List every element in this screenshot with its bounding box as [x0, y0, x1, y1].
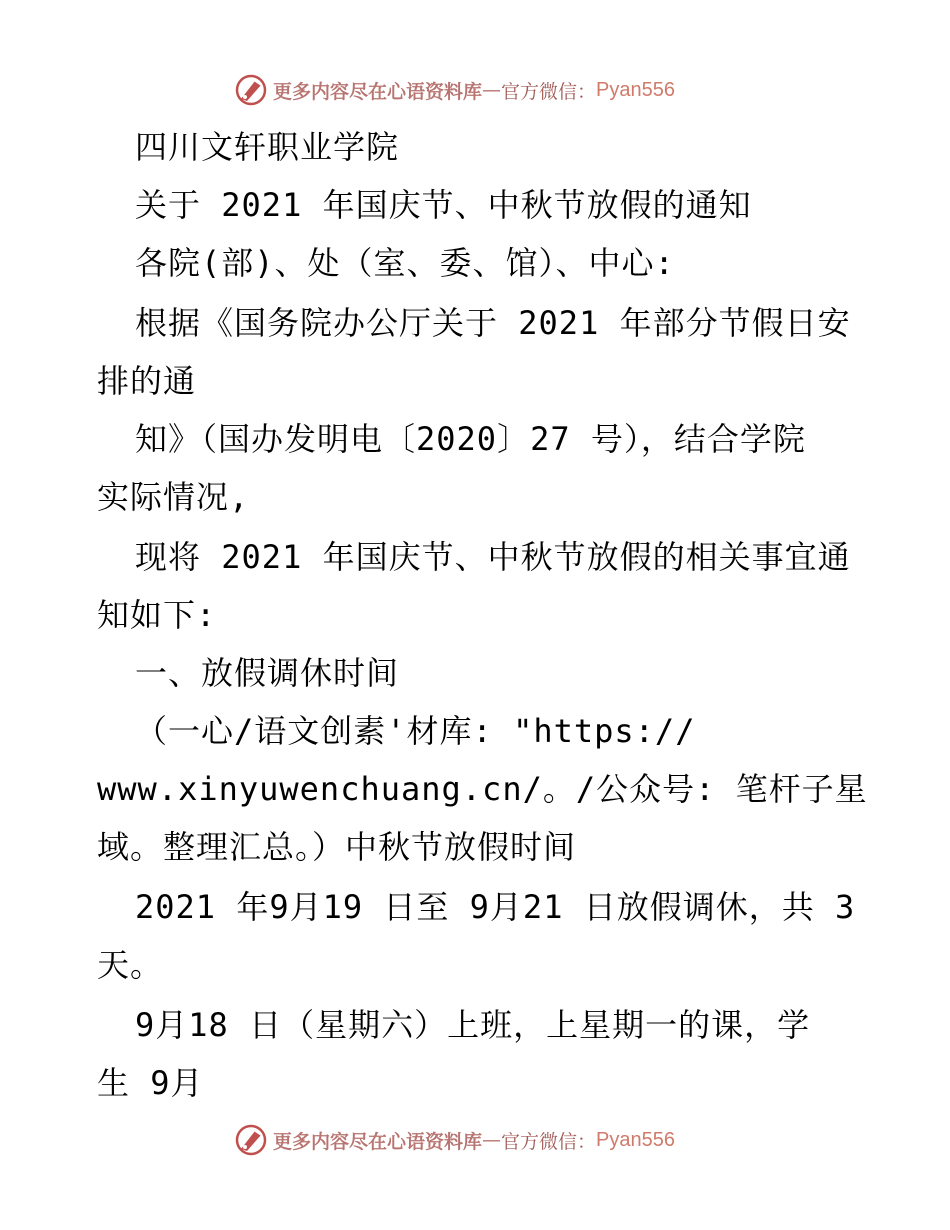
- paragraph-line: 根据《国务院办公厅关于 2021 年部分节假日安: [135, 304, 851, 342]
- watermark-contact-label: 官方微信：: [501, 80, 597, 103]
- watermark-separator: —: [482, 1129, 502, 1151]
- watermark-text: 更多内容尽在心语资料库: [273, 1130, 483, 1153]
- watermark-contact-label: 官方微信：: [501, 1130, 597, 1153]
- watermark-separator: —: [482, 79, 502, 101]
- section-heading: 一、放假调休时间: [135, 654, 400, 692]
- paragraph-line: 排的通: [97, 362, 197, 400]
- watermark-wechat-id: Pyan556: [596, 78, 675, 101]
- paragraph-line: 9月18 日（星期六）上班，上星期一的课，学: [135, 1006, 811, 1044]
- document-title: 关于 2021 年国庆节、中秋节放假的通知: [135, 186, 752, 224]
- watermark-text: 更多内容尽在心语资料库: [273, 80, 483, 103]
- paragraph-line: （一心/语文创素'材库: "https://: [135, 712, 696, 750]
- header-watermark: [233, 73, 675, 107]
- watermark-wechat-id: Pyan556: [596, 1128, 675, 1151]
- paragraph-line: 知如下:: [97, 596, 217, 634]
- pen-nib-icon: [233, 73, 269, 107]
- paragraph-line: 现将 2021 年国庆节、中秋节放假的相关事宜通: [135, 538, 851, 576]
- paragraph-line: 实际情况,: [97, 478, 250, 516]
- paragraph-line: www.xinyuwenchuang.cn/。/公众号: 笔杆子星: [97, 770, 868, 808]
- footer-watermark: [233, 1123, 675, 1157]
- paragraph-line: 生 9月: [97, 1064, 204, 1102]
- paragraph-line: 天。: [97, 946, 164, 984]
- paragraph-line: 2021 年9月19 日至 9月21 日放假调休，共 3: [135, 888, 856, 926]
- document-org-name: 四川文轩职业学院: [135, 128, 400, 166]
- paragraph-line: 域。整理汇总。）中秋节放假时间: [97, 828, 577, 866]
- pen-nib-icon: [233, 1123, 269, 1157]
- paragraph-line: 知》（国办发明电〔2020〕27 号），结合学院: [135, 420, 806, 458]
- document-recipients: 各院(部)、处（室、委、馆）、中心:: [135, 244, 675, 282]
